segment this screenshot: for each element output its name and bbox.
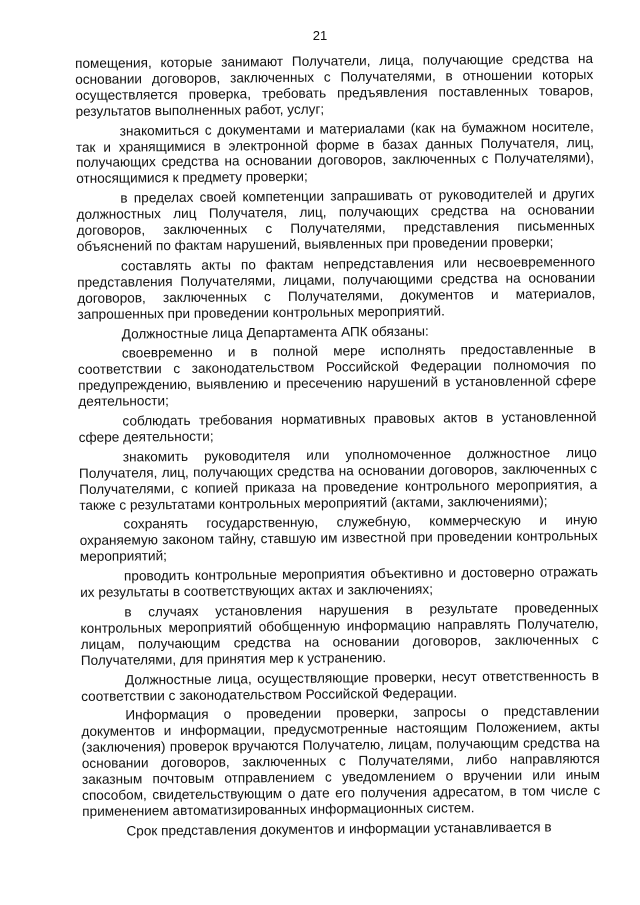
paragraph-send-summary: в случаях установления нарушения в результате проведенных контрольных мероприятий обобщенную информацию направлять Получателю, лицам, получающим средства на основании договоров, заключенных с Получателями, для принятия мер к устранению. <box>80 600 599 668</box>
document-body <box>75 51 601 844</box>
paragraph-information-delivery: Информация о проведении проверки, запросы о представлении документов и информации, предусмотренные настоящим Положением, акты (заключения) проверок вручаются Получателю, лицам, получающим средства на основании договоров, заключенных с Получателями, либо направляются заказным почтовым отправлением с уведомлением о вручении или иным способом, свидетельствующим о дате его получения адресатом, в том числе с применением автоматизированных информационных систем. <box>81 703 601 819</box>
paragraph-compose-acts: составлять акты по фактам непредставления или несвоевременного представления Получателями, лицами, получающими средства на основании договоров, заключенных с Получателями, документов и материалов, запрошенных при проведении контрольных мероприятий. <box>77 253 596 322</box>
paragraph-acquaint-head: знакомить руководителя или уполномоченное должностное лицо Получателя, лиц, получающих средства на основании договоров, заключенных с Получателями, с копией приказа на проведение контрольного мероприятия, а также с результатами контрольных мероприятий (актами, заключениями); <box>78 444 598 513</box>
paragraph-continued: помещения, которые занимают Получатели, лица, получающие средства на основании договоров, заключенных с Получателями, в отношении которых осуществляется проверка, требовать предъявления поставленных товаров, результатов выполненных работ, услуг; <box>75 51 594 119</box>
paragraph-exercise-powers: своевременно и в полной мере исполнять предоставленные в соответствии с законодательством Российской Федерации полномочия по предупреждению, выявлению и пресечению нарушений в установленной сфере деятельности; <box>77 341 597 410</box>
paragraph-request-explanations: в пределах своей компетенции запрашивать от руководителей и других должностных лиц Получателя, лиц, получающих средства на основании договоров, заключенных с Получателями, представления письменных объяснений по фактам нарушений, выявленных при проведении проверки; <box>76 186 595 254</box>
paragraph-keep-secrets: сохранять государственную, служебную, коммерческую и иную охраняемую законом тайну, ставшую им известной при проведении контрольных мероприятий; <box>79 512 598 565</box>
paragraph-examine-documents: знакомиться с документами и материалами (как на бумажном носителе, так и хранящимися в электронной форме в базах данных Получателя, лиц, получающих средства на основании договоров, заключенных с Получателями), относящимися к предмету проверки; <box>75 118 595 187</box>
paragraph-comply-requirements: соблюдать требования нормативных правовых актов в установленной сфере деятельности; <box>78 409 597 445</box>
page-number: 21 <box>312 28 328 43</box>
paragraph-deadline: Срок представления документов и информации устанавливается в <box>126 819 552 839</box>
paragraph-conduct-objectively: проводить контрольные мероприятия объективно и достоверно отражать их результаты в соответствующих актах и заключениях; <box>80 564 599 601</box>
paragraph-obligations-heading: Должностные лица Департамента АПК обязаны: <box>121 323 429 342</box>
paragraph-responsibility: Должностные лица, осуществляющие проверки, несут ответственность в соответствии с законодательством Российской Федерации. <box>81 667 600 704</box>
